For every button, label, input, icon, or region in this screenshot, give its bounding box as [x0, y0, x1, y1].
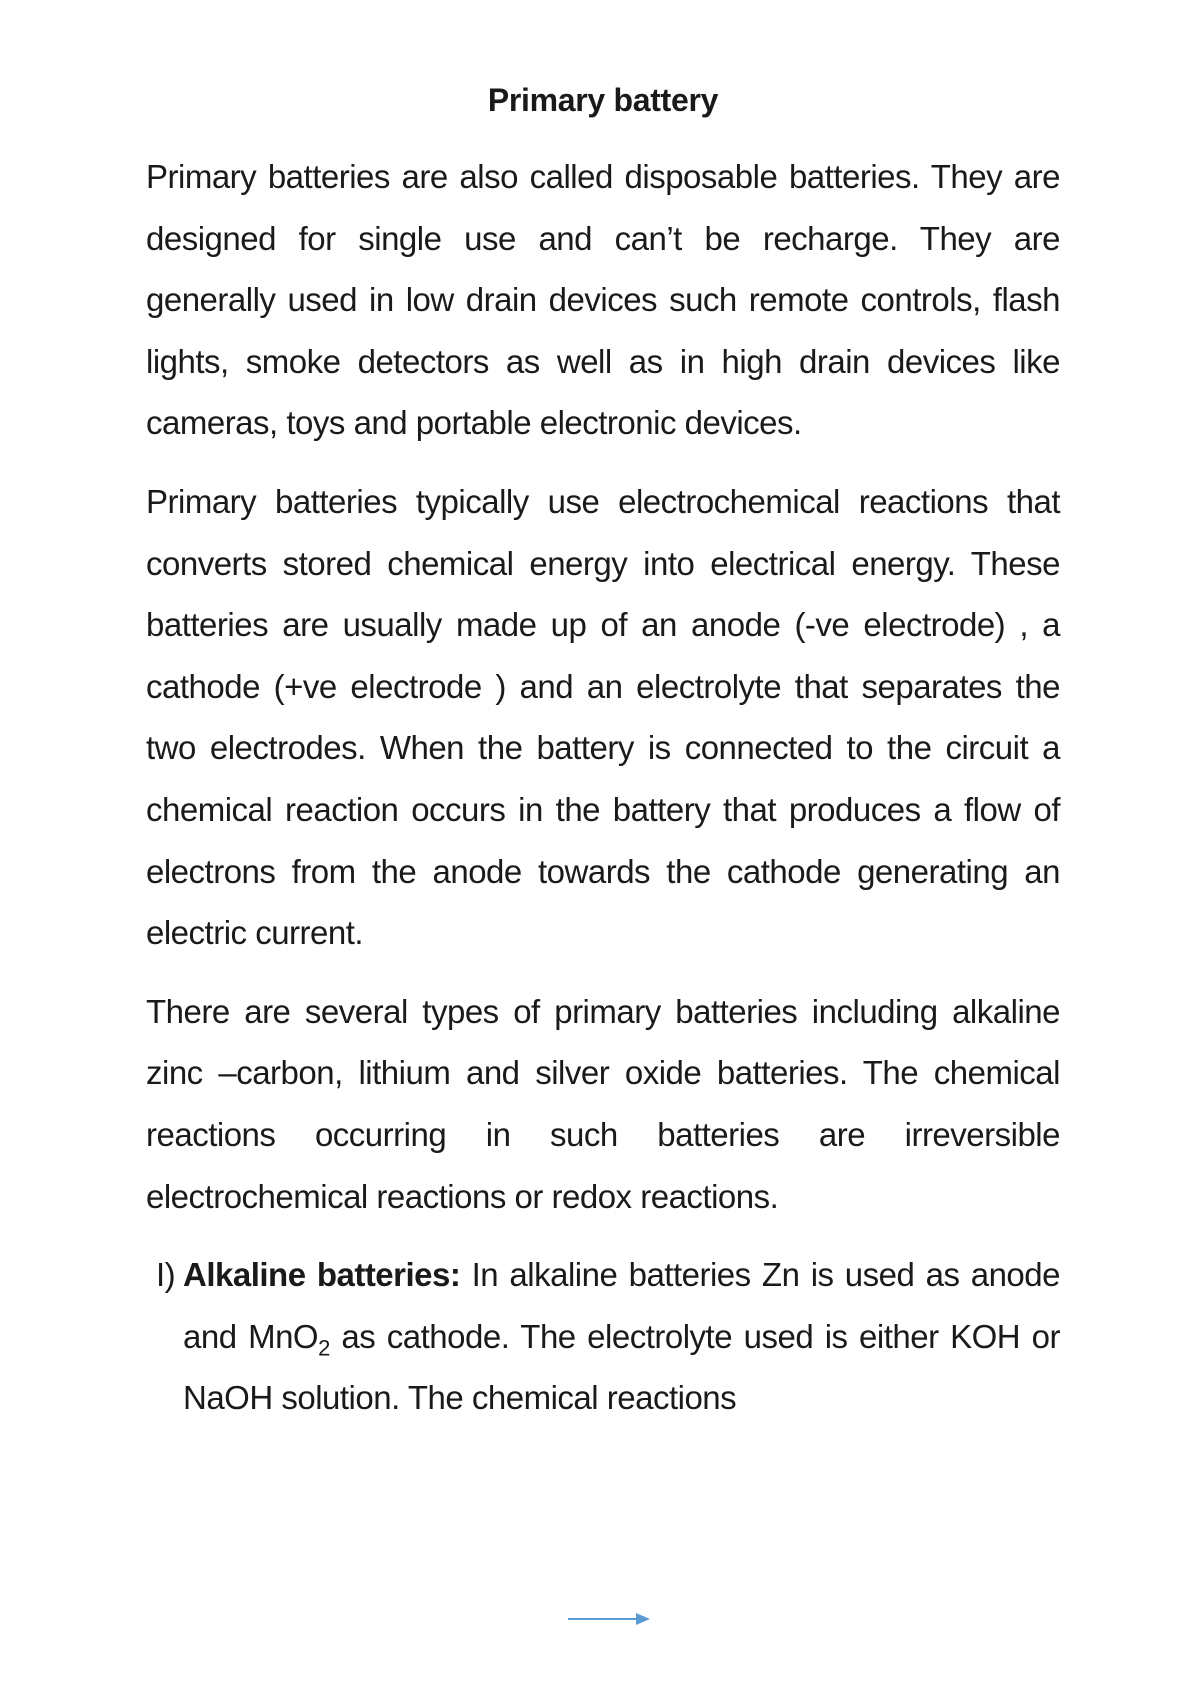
page-title: Primary battery — [487, 82, 719, 118]
list-marker: I) — [156, 1256, 176, 1294]
paragraph-1: Primary batteries are also called disposable batteries. They are designed for single use and can’t be recharge. They are generally used in low drain devices such remote controls, flash lights, smoke detectors as well as in high drain devices like cameras, toys and portable electronic devices. — [146, 158, 1060, 442]
paragraph-3: There are several types of primary batteries including alkaline zinc –carbon, lithium and silver oxide batteries. The chemical reactions occurring in such batteries are irreversible electrochemical reactions or redox reactions. — [146, 992, 1060, 1215]
list-item-text-part2: as cathode. The electrolyte used is either KOH or NaOH solution. The chemical reactions — [183, 1317, 1060, 1417]
list-item-alkaline-batteries — [146, 1244, 1060, 1429]
list-item-heading: Alkaline batteries: — [183, 1256, 461, 1294]
arrow-right-icon — [568, 1611, 650, 1627]
arrow-head — [636, 1613, 650, 1625]
paragraph-2: Primary batteries typically use electrochemical reactions that converts stored chemical energy into electrical energy. These batteries are usually made up of an anode (-ve electrode) , a cathode (+ve electrode ) and an electrolyte that separates the two electrodes. When the battery is connected to the circuit a chemical reaction occurs in the battery that produces a flow of electrons from the anode towards the cathode generating an electric current. — [146, 482, 1060, 952]
subscript-2: 2 — [318, 1335, 330, 1361]
list-item-text-part1: In alkaline batteries Zn is used as anode and MnO — [183, 1256, 1060, 1355]
